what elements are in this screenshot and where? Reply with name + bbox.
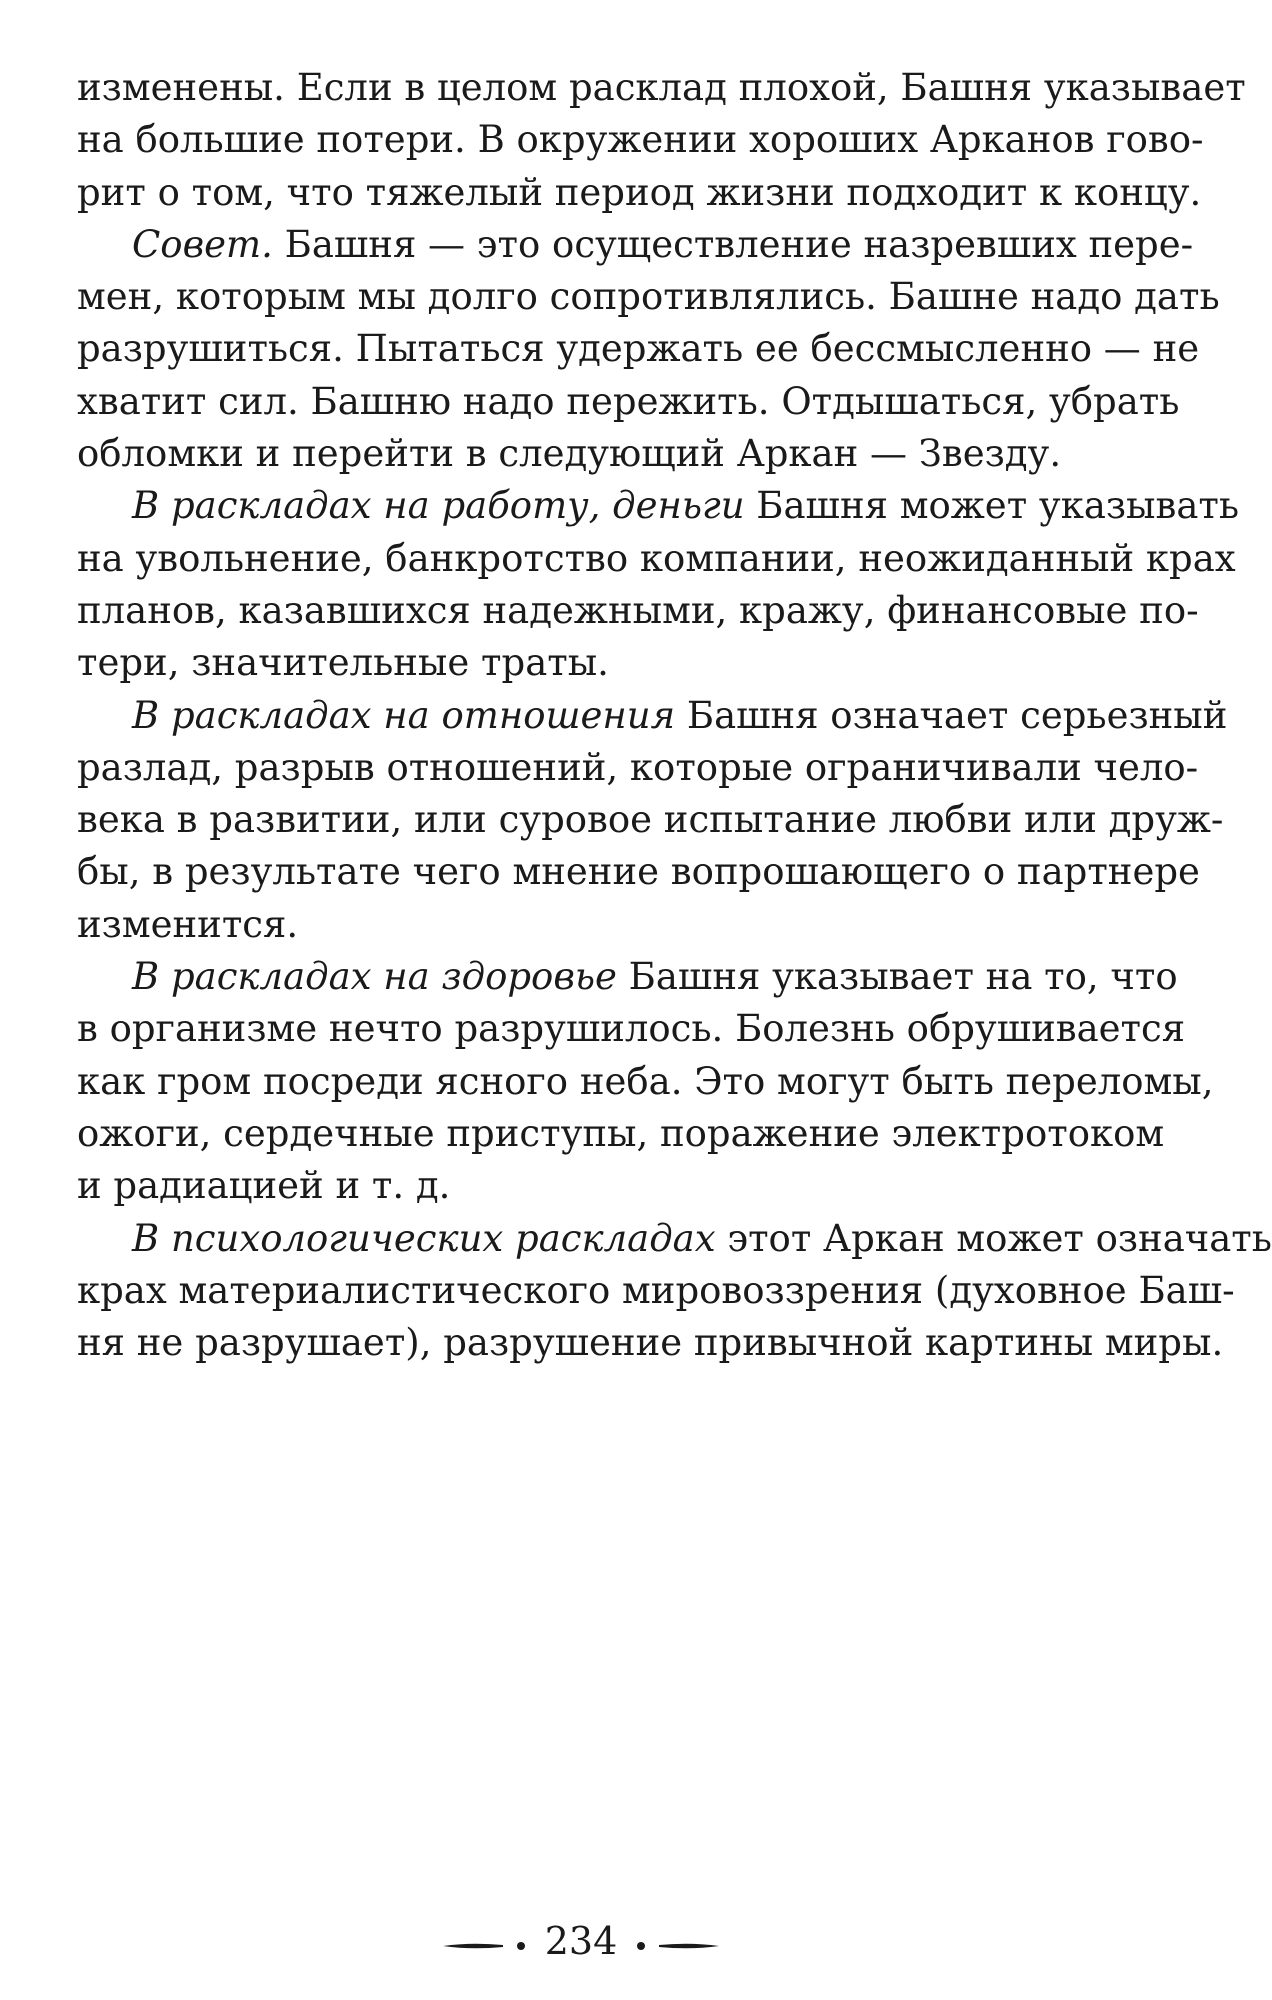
paragraph [77, 480, 1240, 689]
text-segment: изменится. [77, 902, 299, 946]
text-line [77, 1317, 1224, 1369]
text-line [77, 376, 1180, 428]
text-line [77, 1160, 1090, 1212]
text-segment: в организме нечто разрушилось. Болезнь обрушивается [77, 1007, 1186, 1051]
text-line [77, 1108, 1165, 1160]
text-segment: этот Аркан может означать [715, 1216, 1272, 1260]
text-line [77, 167, 1202, 219]
text-line [77, 1056, 1214, 1108]
text-line [77, 1003, 1186, 1055]
text-line [77, 219, 1194, 271]
text-segment: обломки и перейти в следующий Аркан — Звезду. [77, 432, 1062, 476]
text-segment: разрушиться. Пытаться удержать ее бессмысленно — не [77, 327, 1200, 371]
italic-phrase: В раскладах на здоровье [132, 955, 617, 999]
text-line [77, 585, 1199, 637]
text-segment: планов, казавшихся надежными, кражу, финансовые по- [77, 588, 1199, 632]
text-segment: века в развитии, или суровое испытание любви или друж- [77, 798, 1224, 842]
text-line [77, 271, 1220, 323]
text-line [77, 951, 1178, 1003]
body-text [77, 62, 1272, 1369]
text-segment: ня не разрушает), разрушение привычной картины миры. [77, 1321, 1224, 1365]
text-segment: Башня может указывать [744, 484, 1240, 528]
text-line [77, 428, 1090, 480]
ornament-right-icon [631, 1919, 721, 1963]
text-line [77, 1213, 1272, 1265]
italic-phrase: В раскладах на работу, деньги [132, 484, 745, 528]
text-line [77, 1265, 1235, 1317]
text-segment: и радиацией и т. д. [77, 1164, 451, 1208]
text-segment: Башня — это осуществление назревших пере- [272, 222, 1194, 266]
text-segment: Башня означает серьезный [675, 693, 1228, 737]
text-line [77, 794, 1224, 846]
text-segment: бы, в результате чего мнение вопрошающего о партнере [77, 850, 1200, 894]
page-number: 234 [544, 1919, 618, 1963]
ornament-left-icon [441, 1919, 531, 1963]
text-segment: на большие потери. В окружении хороших Арканов гово- [77, 118, 1204, 162]
text-line [77, 533, 1236, 585]
paragraph [77, 219, 1220, 480]
paragraph [77, 1213, 1272, 1370]
text-line [77, 899, 1090, 951]
text-segment: хватит сил. Башню надо пережить. Отдышаться, убрать [77, 379, 1180, 423]
text-segment: тери, значительные траты. [77, 641, 609, 685]
text-segment: ожоги, сердечные приступы, поражение электротоком [77, 1111, 1165, 1155]
paragraph [77, 951, 1214, 1212]
text-line [77, 690, 1228, 742]
italic-phrase: В раскладах на отношения [132, 693, 676, 737]
text-segment: на увольнение, банкротство компании, неожиданный крах [77, 536, 1236, 580]
text-segment: рит о том, что тяжелый период жизни подходит к концу. [77, 170, 1202, 214]
text-line [77, 323, 1200, 375]
text-segment: мен, которым мы долго сопротивлялись. Башне надо дать [77, 275, 1220, 319]
text-line [77, 62, 1246, 114]
text-line [77, 480, 1240, 532]
italic-phrase: Совет. [132, 222, 273, 266]
text-line [77, 846, 1200, 898]
italic-phrase: В психологических раскладах [132, 1216, 716, 1260]
text-segment: крах материалистического мировоззрения (духовное Баш- [77, 1268, 1235, 1312]
text-segment: изменены. Если в целом расклад плохой, Башня указывает [77, 66, 1246, 109]
paragraph [77, 62, 1246, 219]
text-segment: Башня указывает на то, что [616, 955, 1178, 999]
text-line [77, 114, 1204, 166]
page-footer [0, 1916, 1162, 1966]
paragraph [77, 690, 1228, 951]
text-segment: разлад, разрыв отношений, которые ограничивали чело- [77, 745, 1199, 789]
text-line [77, 742, 1199, 794]
text-line [77, 637, 1090, 689]
text-segment: как гром посреди ясного неба. Это могут быть переломы, [77, 1059, 1214, 1103]
